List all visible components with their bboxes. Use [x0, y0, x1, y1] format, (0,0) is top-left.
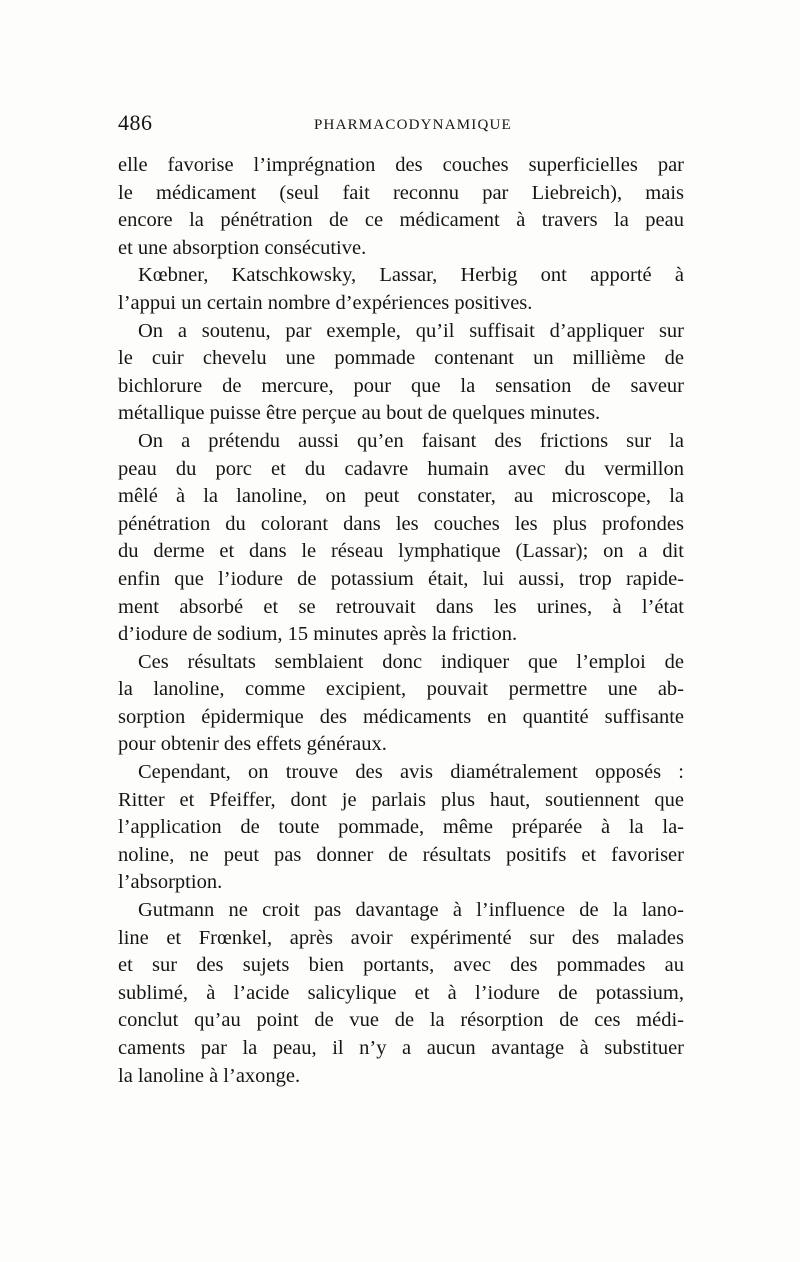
text-line: l’application de toute pommade, même préparée à la la-	[118, 816, 684, 839]
text-line: peau du porc et du cadavre humain avec du vermillon	[118, 457, 684, 480]
text-line: sublimé, à l’acide salicylique et à l’iodure de potassium,	[118, 981, 684, 1004]
text-line: noline, ne peut pas donner de résultats positifs et favoriser	[118, 843, 684, 866]
text-line: Ces résultats semblaient donc indiquer que l’emploi de	[138, 650, 684, 673]
text-line: métallique puisse être perçue au bout de quelques minutes.	[118, 402, 601, 425]
text-line: pénétration du colorant dans les couches les plus profondes	[118, 512, 684, 535]
running-head	[118, 108, 684, 142]
text-line: line et Frœnkel, après avoir expérimenté sur des malades	[118, 926, 684, 949]
paragraph	[118, 262, 684, 317]
text-line: l’appui un certain nombre d’expériences positives.	[118, 291, 533, 314]
page-number: 486	[118, 110, 153, 135]
paragraph	[118, 318, 684, 428]
paragraph	[118, 152, 684, 262]
paragraph	[118, 649, 684, 759]
text-line: la lanoline, comme excipient, pouvait permettre une ab-	[118, 678, 684, 701]
text-line: encore la pénétration de ce médicament à travers la peau	[118, 209, 684, 232]
text-line: bichlorure de mercure, pour que la sensation de saveur	[118, 374, 684, 397]
text-line: caments par la peau, il n’y a aucun avantage à substituer	[118, 1037, 684, 1059]
paragraph	[118, 759, 684, 897]
text-line: Gutmann ne croit pas davantage à l’influence de la lano-	[138, 899, 684, 922]
text-line: conclut qu’au point de vue de la résorption de ces médi-	[118, 1009, 684, 1032]
text-line: pour obtenir des effets généraux.	[118, 733, 387, 756]
text-line: Ritter et Pfeiffer, dont je parlais plus haut, soutiennent que	[118, 788, 684, 811]
text-line: On a soutenu, par exemple, qu’il suffisait d’appliquer sur	[138, 319, 684, 342]
text-line: On a prétendu aussi qu’en faisant des frictions sur la	[138, 429, 684, 452]
text-line: d’iodure de sodium, 15 minutes après la friction.	[118, 623, 518, 646]
paragraph	[118, 428, 684, 649]
text-line: mêlé à la lanoline, on peut constater, au microscope, la	[118, 485, 684, 508]
text-line: ment absorbé et se retrouvait dans les urines, à l’état	[118, 595, 684, 618]
text-line: et sur des sujets bien portants, avec des pommades au	[118, 954, 684, 977]
text-line: le cuir chevelu une pommade contenant un millième de	[118, 347, 684, 370]
text-line: Kœbner, Katschkowsky, Lassar, Herbig ont apporté à	[138, 264, 684, 287]
text-line: sorption épidermique des médicaments en quantité suffisante	[118, 705, 684, 728]
text-line: le médicament (seul fait reconnu par Liebreich), mais	[118, 181, 684, 204]
text-line: la lanoline à l’axonge.	[118, 1064, 301, 1087]
body-text	[118, 152, 684, 1090]
text-line: l’absorption.	[118, 871, 223, 894]
running-title: PHARMACODYNAMIQUE	[314, 117, 512, 133]
paragraph	[118, 897, 684, 1090]
text-line: elle favorise l’imprégnation des couches superficielles par	[118, 154, 684, 176]
text-line: et une absorption consécutive.	[118, 236, 367, 259]
text-line: Cependant, on trouve des avis diamétralement opposés :	[138, 761, 684, 784]
text-line: du derme et dans le réseau lymphatique (Lassar); on a dit	[118, 540, 684, 563]
text-line: enfin que l’iodure de potassium était, lui aussi, trop rapide-	[118, 567, 684, 590]
